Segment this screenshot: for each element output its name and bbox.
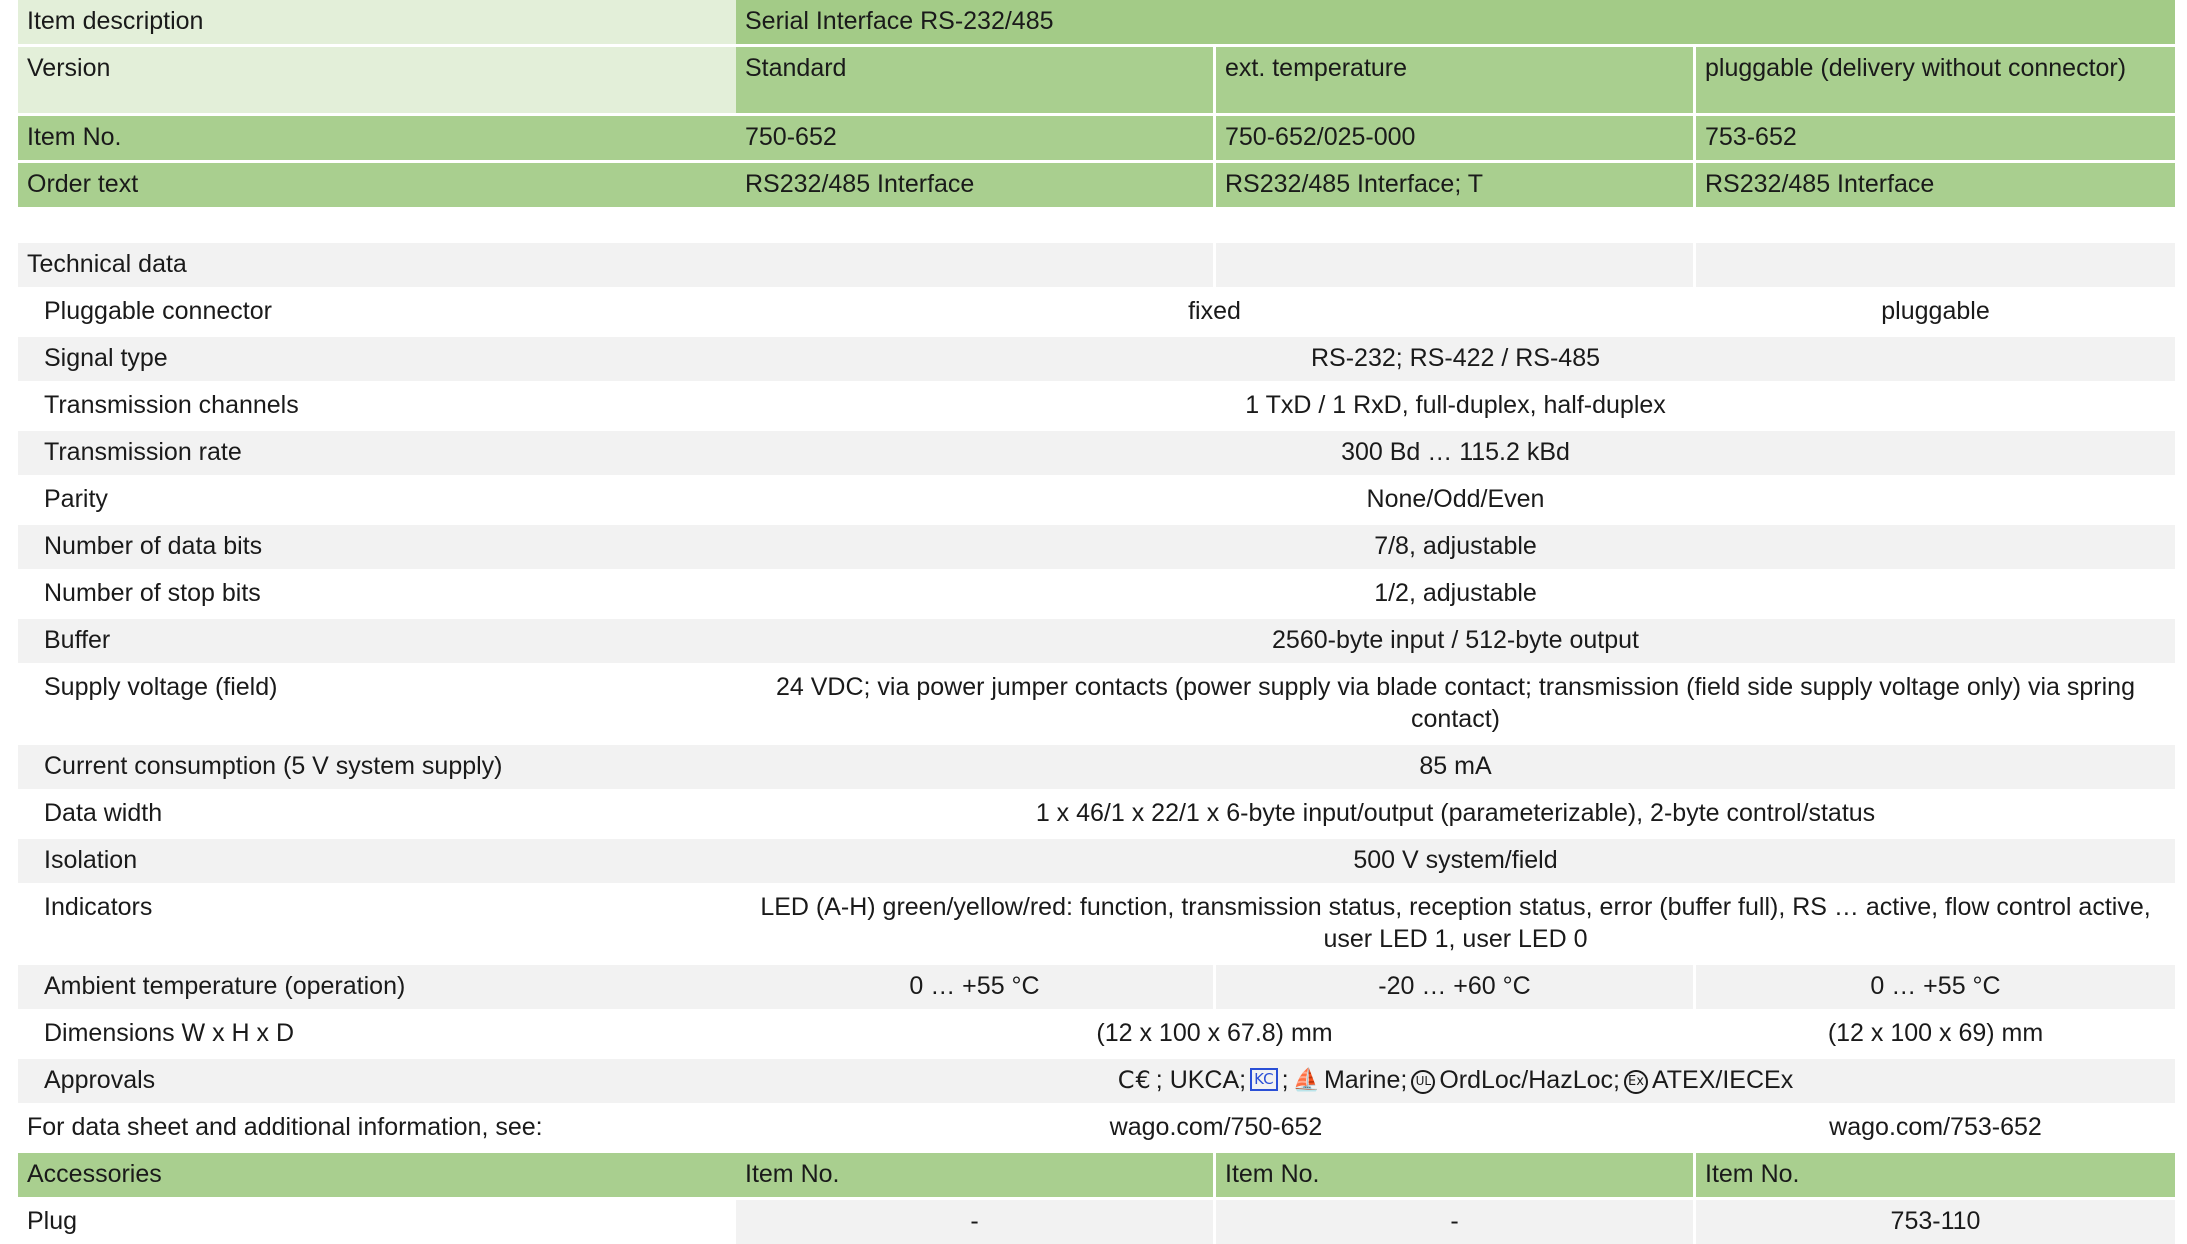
- value-pluggable-connector-fixed: fixed: [736, 290, 1696, 334]
- table-row: [18, 0, 2175, 44]
- section-label-technical-data: Technical data: [18, 243, 736, 287]
- value-data-width: 1 x 46/1 x 22/1 x 6-byte input/output (parameterizable), 2-byte control/status: [736, 792, 2175, 836]
- row-label-item-no: Item No.: [18, 116, 736, 160]
- value-plug-standard: -: [736, 1200, 1216, 1244]
- marine-ship-icon: ⛵: [1292, 1068, 1320, 1094]
- section-blank-c: [1696, 243, 2175, 287]
- table-row: [18, 1106, 2175, 1150]
- row-label-version: Version: [18, 47, 736, 113]
- table-row: [18, 619, 2175, 663]
- table-row: [18, 1153, 2175, 1197]
- table-row: [18, 745, 2175, 789]
- value-supply-voltage-field: 24 VDC; via power jumper contacts (power supply via blade contact; transmission (field side supply voltage only) via spring contact): [736, 666, 2175, 742]
- value-item-no-ext: 750-652/025-000: [1216, 116, 1696, 160]
- accessories-header-item-no-c: Item No.: [1696, 1153, 2175, 1197]
- table-row: [18, 290, 2175, 334]
- table-row: [18, 1200, 2175, 1244]
- ce-mark-icon: C€: [1117, 1066, 1152, 1094]
- table-row: [18, 1059, 2175, 1103]
- row-label-item-description: Item description: [18, 0, 736, 44]
- link-datasheet-753-652[interactable]: wago.com/753-652: [1696, 1106, 2175, 1150]
- row-label-number-of-data-bits: Number of data bits: [18, 525, 736, 569]
- value-ambient-temperature-standard: 0 … +55 °C: [736, 965, 1216, 1009]
- value-pluggable-connector-pluggable: pluggable: [1696, 290, 2175, 334]
- value-isolation: 500 V system/field: [736, 839, 2175, 883]
- row-label-indicators: Indicators: [18, 886, 736, 952]
- value-order-text-pluggable: RS232/485 Interface: [1696, 163, 2175, 207]
- row-label-datasheet: For data sheet and additional information, see:: [18, 1106, 736, 1150]
- row-label-dimensions: Dimensions W x H x D: [18, 1012, 736, 1056]
- value-order-text-ext: RS232/485 Interface; T: [1216, 163, 1696, 207]
- row-label-pluggable-connector: Pluggable connector: [18, 290, 736, 334]
- value-number-of-stop-bits: 1/2, adjustable: [736, 572, 2175, 616]
- table-row: [18, 886, 2175, 962]
- value-ambient-temperature-ext: -20 … +60 °C: [1216, 965, 1696, 1009]
- row-label-data-width: Data width: [18, 792, 736, 836]
- table-row: [18, 666, 2175, 742]
- table-row: [18, 47, 2175, 113]
- row-label-number-of-stop-bits: Number of stop bits: [18, 572, 736, 616]
- value-ambient-temperature-pluggable: 0 … +55 °C: [1696, 965, 2175, 1009]
- row-label-transmission-channels: Transmission channels: [18, 384, 736, 428]
- value-item-no-standard: 750-652: [736, 116, 1216, 160]
- value-number-of-data-bits: 7/8, adjustable: [736, 525, 2175, 569]
- row-label-parity: Parity: [18, 478, 736, 522]
- table-row: [18, 965, 2175, 1009]
- table-row: [18, 337, 2175, 381]
- value-dimensions-pluggable: (12 x 100 x 69) mm: [1696, 1012, 2175, 1056]
- table-row: [18, 478, 2175, 522]
- row-label-signal-type: Signal type: [18, 337, 736, 381]
- approvals-kc-sep: ;: [1281, 1066, 1289, 1095]
- section-label-accessories: Accessories: [18, 1153, 736, 1197]
- row-label-supply-voltage-field: Supply voltage (field): [18, 666, 736, 732]
- kc-icon: KC: [1250, 1068, 1278, 1091]
- table-row: [18, 1012, 2175, 1056]
- row-label-plug: Plug: [18, 1200, 736, 1244]
- technical-data-table: [18, 243, 2175, 1244]
- row-label-transmission-rate: Transmission rate: [18, 431, 736, 475]
- table-row: [18, 243, 2175, 287]
- row-label-current-consumption: Current consumption (5 V system supply): [18, 745, 736, 789]
- value-version-ext-temperature: ext. temperature: [1216, 47, 1696, 113]
- table-row: [18, 384, 2175, 428]
- table-row: [18, 163, 2175, 207]
- value-current-consumption: 85 mA: [736, 745, 2175, 789]
- section-blank-b: [1216, 243, 1696, 287]
- approvals-ukca-text: ; UKCA;: [1155, 1066, 1247, 1095]
- table-row: [18, 839, 2175, 883]
- table-row: [18, 431, 2175, 475]
- value-item-no-pluggable: 753-652: [1696, 116, 2175, 160]
- value-item-description: Serial Interface RS-232/485: [736, 0, 2175, 44]
- value-order-text-standard: RS232/485 Interface: [736, 163, 1216, 207]
- value-signal-type: RS-232; RS-422 / RS-485: [736, 337, 2175, 381]
- value-indicators: LED (A-H) green/yellow/red: function, transmission status, reception status, error (buffer full), RS … active, flow control active, user LED 1, user LED 0: [736, 886, 2175, 962]
- table-row: [18, 792, 2175, 836]
- value-version-standard: Standard: [736, 47, 1216, 113]
- table-row: [18, 116, 2175, 160]
- row-label-isolation: Isolation: [18, 839, 736, 883]
- ul-listed-icon: UL: [1411, 1070, 1435, 1094]
- row-label-approvals: Approvals: [18, 1059, 736, 1103]
- approvals-ex-text: ATEX/IECEx: [1651, 1066, 1794, 1095]
- value-parity: None/Odd/Even: [736, 478, 2175, 522]
- value-plug-pluggable: 753-110: [1696, 1200, 2175, 1244]
- accessories-header-item-no-b: Item No.: [1216, 1153, 1696, 1197]
- value-dimensions-fixed: (12 x 100 x 67.8) mm: [736, 1012, 1696, 1056]
- table-row: [18, 525, 2175, 569]
- row-label-ambient-temperature: Ambient temperature (operation): [18, 965, 736, 1009]
- header-table: [18, 0, 2175, 207]
- value-transmission-channels: 1 TxD / 1 RxD, full-duplex, half-duplex: [736, 384, 2175, 428]
- value-buffer: 2560-byte input / 512-byte output: [736, 619, 2175, 663]
- value-version-pluggable: pluggable (delivery without connector): [1696, 47, 2175, 113]
- row-label-buffer: Buffer: [18, 619, 736, 663]
- accessories-header-item-no-a: Item No.: [736, 1153, 1216, 1197]
- value-transmission-rate: 300 Bd … 115.2 kBd: [736, 431, 2175, 475]
- table-row: [18, 572, 2175, 616]
- link-datasheet-750-652[interactable]: wago.com/750-652: [736, 1106, 1696, 1150]
- atex-ex-icon: Ex: [1624, 1070, 1648, 1094]
- approvals-ul-text: OrdLoc/HazLoc;: [1439, 1066, 1620, 1095]
- value-plug-ext: -: [1216, 1200, 1696, 1244]
- approvals-marine-text: Marine;: [1323, 1066, 1408, 1095]
- row-label-order-text: Order text: [18, 163, 736, 207]
- value-approvals: [736, 1059, 2175, 1103]
- section-blank-a: [736, 243, 1216, 287]
